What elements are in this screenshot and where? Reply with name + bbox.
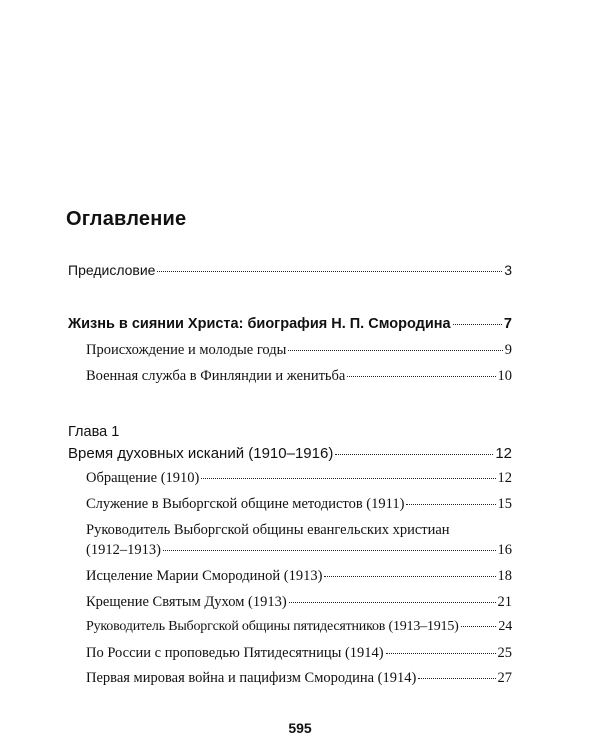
toc-entry-ww1-pacifism <box>86 670 512 687</box>
toc-entry-label: Руководитель Выборгской общины пятидесятников (1913–1915) <box>86 619 459 634</box>
toc-entry-label: Служение в Выборгской общине методистов (1911) <box>86 496 405 512</box>
toc-entry-military-service <box>86 368 512 385</box>
toc-entry-label: Исцеление Марии Смородиной (1913) <box>86 568 323 584</box>
toc-entry-page: 9 <box>504 342 512 358</box>
dot-leader <box>386 653 496 654</box>
toc-entry-label: Первая мировая война и пацифизм Смородина (1914) <box>86 670 417 686</box>
toc-entry-origins <box>86 342 512 359</box>
dot-leader <box>157 271 502 272</box>
toc-entry-page: 24 <box>498 619 512 634</box>
toc-entry-page: 12 <box>495 445 512 462</box>
toc-entry-methodist-ministry <box>86 496 512 513</box>
toc-entry-label: Обращение (1910) <box>86 470 200 486</box>
toc-title: Оглавление <box>66 208 187 230</box>
toc-entry-chapter1-title <box>68 445 512 462</box>
dot-leader <box>335 454 493 455</box>
toc-entry-evangelical-leader <box>86 542 512 559</box>
toc-entry-label: По России с проповедью Пятидесятницы (1914) <box>86 645 384 661</box>
toc-entry-page: 12 <box>497 470 512 486</box>
dot-leader <box>347 376 495 377</box>
toc-entry-page: 18 <box>497 568 512 584</box>
toc-entry-label: Происхождение и молодые годы <box>86 342 287 358</box>
dot-leader <box>453 324 502 325</box>
dot-leader <box>324 576 495 577</box>
toc-entry-spirit-baptism <box>86 594 512 611</box>
toc-entry-page: 16 <box>497 542 512 558</box>
toc-entry-page: 10 <box>497 368 512 384</box>
dot-leader <box>288 350 502 351</box>
toc-entry-label: Предисловие <box>68 262 156 278</box>
toc-entry-page: 15 <box>497 496 512 512</box>
toc-entry-page: 21 <box>497 594 512 610</box>
toc-entry-label: (1912–1913) <box>86 542 161 558</box>
dot-leader <box>289 602 496 603</box>
toc-entry-evangelical-leader-line1: Руководитель Выборгской общины евангельских христиан <box>86 522 450 538</box>
chapter-label: Глава 1 <box>68 424 120 440</box>
toc-entry-page: 27 <box>497 670 512 686</box>
toc-entry-pentecostal-leader <box>86 619 512 635</box>
page-number: 595 <box>288 720 312 736</box>
dot-leader <box>163 550 496 551</box>
toc-entry-label: Время духовных исканий (1910–1916) <box>68 445 334 462</box>
dot-leader <box>406 504 495 505</box>
toc-entry-conversion <box>86 470 512 487</box>
dot-leader <box>461 626 497 627</box>
toc-entry-page: 25 <box>497 645 512 661</box>
toc-entry-page: 3 <box>504 262 512 278</box>
toc-entry-page: 7 <box>503 316 512 332</box>
toc-entry-label: Крещение Святым Духом (1913) <box>86 594 287 610</box>
toc-entry-label: Военная служба в Финляндии и женитьба <box>86 368 346 384</box>
toc-entry-label: Жизнь в сиянии Христа: биография Н. П. Смородина <box>68 316 451 332</box>
toc-entry-russia-preaching <box>86 645 512 662</box>
toc-entry-part1 <box>68 316 512 332</box>
toc-entry-healing <box>86 568 512 585</box>
dot-leader <box>418 678 495 679</box>
toc-entry-preface <box>68 262 512 278</box>
dot-leader <box>201 478 495 479</box>
